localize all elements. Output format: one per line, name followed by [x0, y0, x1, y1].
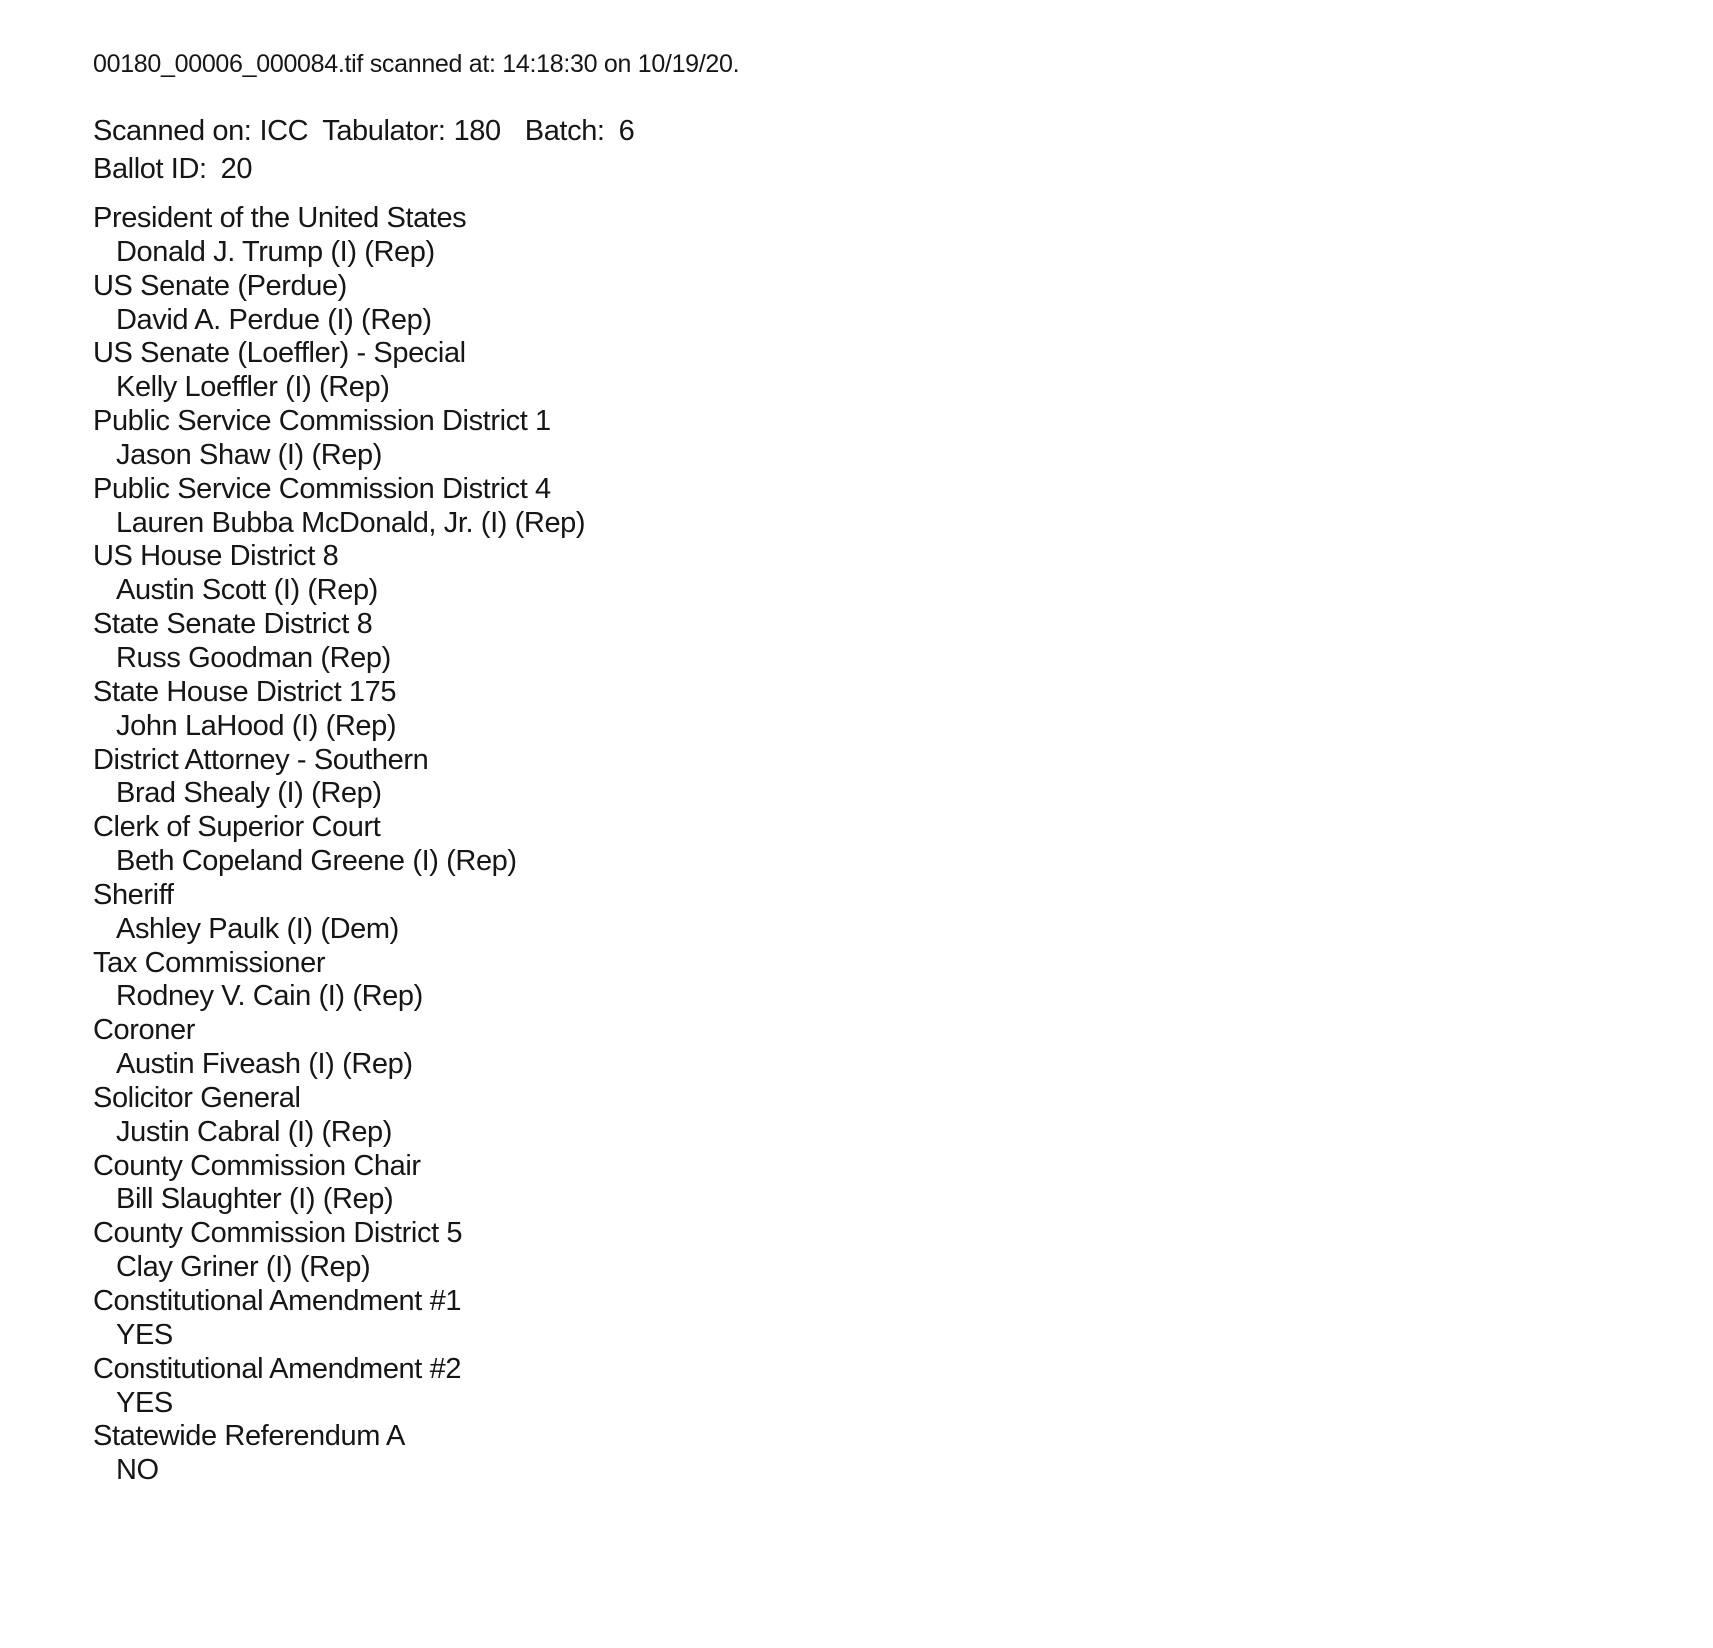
scanned-on-label: Scanned on: — [93, 115, 252, 147]
contest-item — [93, 676, 1653, 744]
contest-title: Solicitor General — [93, 1081, 301, 1114]
contest-title: Public Service Commission District 4 — [93, 472, 551, 505]
contest-selection: Austin Scott (I) (Rep) — [116, 574, 378, 607]
contest-selection: Austin Fiveash (I) (Rep) — [116, 1048, 413, 1081]
contest-item — [93, 337, 1653, 405]
contest-item — [93, 811, 1653, 879]
contest-selection: Jason Shaw (I) (Rep) — [116, 438, 382, 471]
contest-item — [93, 1150, 1653, 1218]
contest-item — [93, 879, 1653, 947]
contest-selection: Kelly Loeffler (I) (Rep) — [116, 371, 390, 404]
tabulator-value: 180 — [453, 115, 501, 147]
contest-title: Tax Commissioner — [93, 946, 326, 979]
contest-title: County Commission District 5 — [93, 1217, 463, 1250]
contest-item — [93, 744, 1653, 812]
contest-title: Sheriff — [93, 878, 174, 911]
contest-title: Statewide Referendum A — [93, 1420, 405, 1453]
contest-selection: Lauren Bubba McDonald, Jr. (I) (Rep) — [116, 506, 586, 539]
contest-title: Constitutional Amendment #2 — [93, 1352, 462, 1385]
contest-item — [93, 540, 1653, 608]
contest-item — [93, 1014, 1653, 1082]
tabulator-label: Tabulator: — [322, 115, 446, 147]
contest-title: County Commission Chair — [93, 1149, 421, 1182]
ballot-id-line — [93, 150, 1653, 188]
contest-item — [93, 1353, 1653, 1421]
contest-title: US Senate (Perdue) — [93, 269, 347, 302]
contest-item — [93, 202, 1653, 270]
scanner-info-line — [93, 112, 1653, 150]
contest-selection: Donald J. Trump (I) (Rep) — [116, 235, 435, 268]
scan-meta-block — [93, 112, 1653, 188]
contest-selection: Bill Slaughter (I) (Rep) — [116, 1183, 394, 1216]
contest-selection: John LaHood (I) (Rep) — [116, 709, 397, 742]
contest-item — [93, 1217, 1653, 1285]
contest-selection: Russ Goodman (Rep) — [116, 641, 391, 674]
contest-item — [93, 1082, 1653, 1150]
contest-item — [93, 405, 1653, 473]
contest-item — [93, 1420, 1653, 1488]
contest-selection: YES — [116, 1318, 173, 1351]
contest-title: State Senate District 8 — [93, 608, 373, 641]
contest-selection: YES — [116, 1386, 173, 1419]
contest-title: US House District 8 — [93, 540, 339, 573]
contest-title: Constitutional Amendment #1 — [93, 1285, 462, 1317]
contest-title: District Attorney - Southern — [93, 743, 429, 776]
ballot-id-value: 20 — [220, 153, 253, 185]
contest-title: Coroner — [93, 1014, 195, 1047]
batch-label: Batch: — [524, 115, 605, 147]
scanned-on-value: ICC — [259, 115, 309, 147]
contest-title: Public Service Commission District 1 — [93, 405, 551, 438]
contest-title: Clerk of Superior Court — [93, 811, 381, 844]
contest-selection: NO — [116, 1454, 159, 1487]
contest-item — [93, 608, 1653, 676]
contest-title: State House District 175 — [93, 675, 397, 708]
contest-title: US Senate (Loeffler) - Special — [93, 337, 466, 370]
contest-selection: David A. Perdue (I) (Rep) — [116, 303, 432, 336]
contest-selection: Ashley Paulk (I) (Dem) — [116, 912, 399, 945]
contest-item — [93, 270, 1653, 338]
contest-selection: Brad Shealy (I) (Rep) — [116, 777, 382, 810]
ballot-id-label: Ballot ID: — [93, 153, 207, 185]
contest-selection: Beth Copeland Greene (I) (Rep) — [116, 845, 517, 878]
contest-selection: Clay Griner (I) (Rep) — [116, 1251, 371, 1284]
contest-item — [93, 1285, 1653, 1353]
contest-selection: Rodney V. Cain (I) (Rep) — [116, 980, 423, 1013]
scan-filename-line: 00180_00006_000084.tif scanned at: 14:18:30 on 10/19/20. — [93, 50, 740, 78]
contest-list — [93, 202, 1653, 1488]
contest-item — [93, 947, 1653, 1015]
contest-item — [93, 473, 1653, 541]
contest-title: President of the United States — [93, 202, 467, 234]
contest-selection: Justin Cabral (I) (Rep) — [116, 1115, 393, 1148]
batch-value: 6 — [618, 115, 635, 147]
